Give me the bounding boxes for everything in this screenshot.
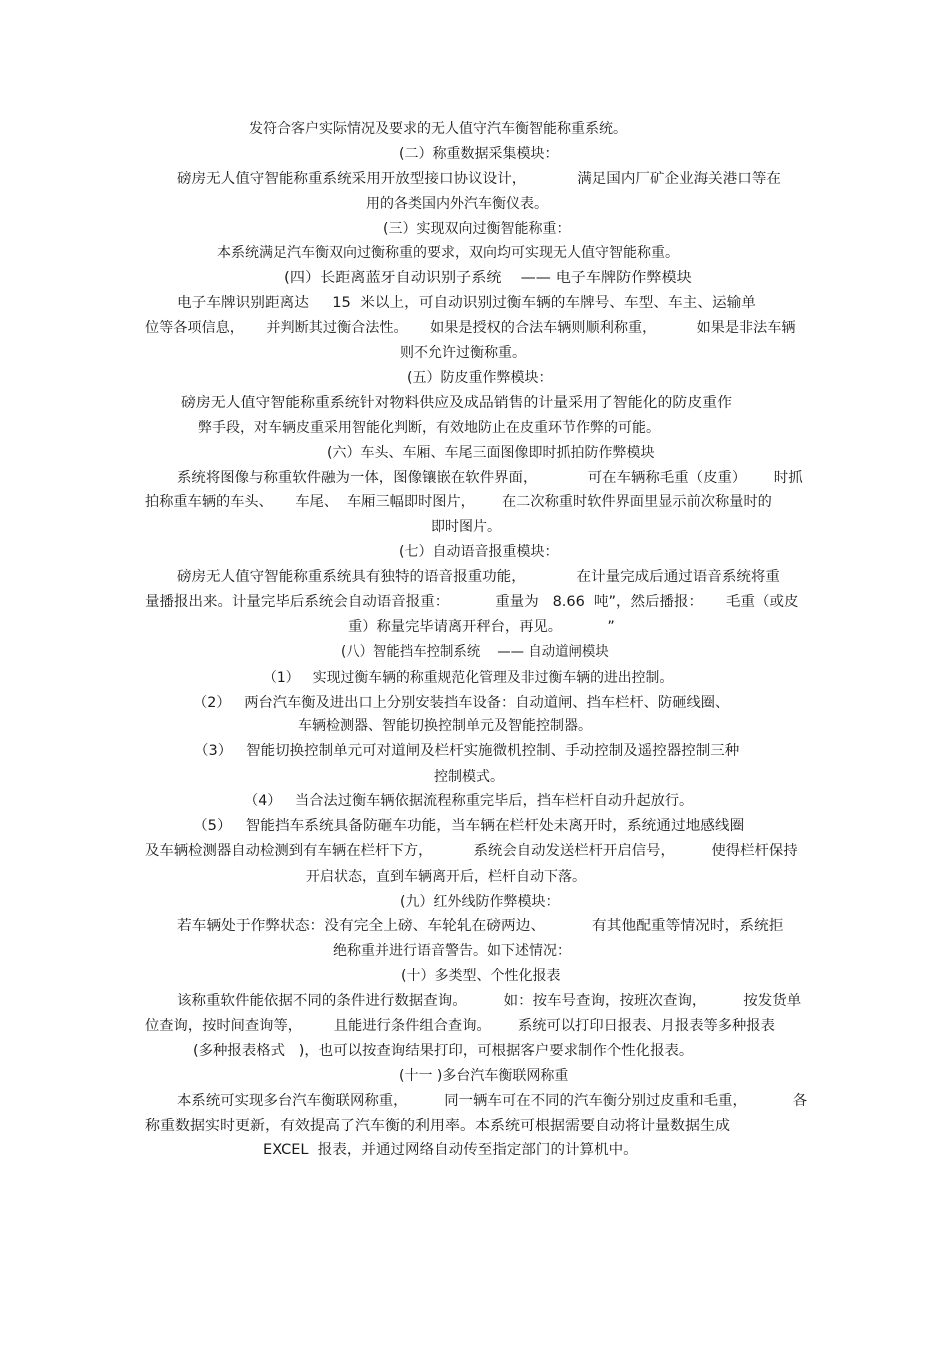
text-line: 若车辆处于作弊状态：没有完全上磅、车轮轧在磅两边、 有其他配重等情况时，系统拒 bbox=[177, 918, 784, 934]
text-line: 电子车牌识别距离达 15 米以上，可自动识别过衡车辆的车牌号、车型、车主、运输单 bbox=[177, 295, 756, 311]
text-line: 拍称重车辆的车头、 车尾、 车厢三幅即时图片， 在二次称重时软件界面里显示前次称量时的 bbox=[145, 494, 772, 510]
text-line: 及车辆检测器自动检测到有车辆在栏杆下方， 系统会自动发送栏杆开启信号， 使得栏杆保持 bbox=[145, 843, 798, 859]
text-line: 即时图片。 bbox=[431, 519, 501, 535]
text-line: EXCEL 报表，并通过网络自动传至指定部门的计算机中。 bbox=[263, 1142, 638, 1158]
text-line: 磅房无人值守智能称重系统针对物料供应及成品销售的计量采用了智能化的防皮重作 bbox=[181, 395, 732, 411]
text-line: (四）长距离蓝牙自动识别子系统 —— 电子车牌防作弊模块 bbox=[284, 270, 692, 286]
text-line: （1） 实现过衡车辆的称重规范化管理及非过衡车辆的进出控制。 bbox=[263, 670, 674, 686]
text-line: 量播报出来。计量完毕后系统会自动语音报重： 重量为 8.66 吨”，然后播报： 毛重（或皮 bbox=[145, 594, 799, 610]
text-line: 用的各类国内外汽车衡仪表。 bbox=[366, 196, 548, 212]
text-line: 该称重软件能依据不同的条件进行数据查询。 如：按车号查询，按班次查询， 按发货单 bbox=[177, 993, 802, 1009]
text-line: 磅房无人值守智能称重系统采用开放型接口协议设计， 满足国内厂矿企业海关港口等在 bbox=[177, 171, 781, 187]
text-line: (十）多类型、个性化报表 bbox=[401, 968, 561, 984]
text-line: (五）防皮重作弊模块： bbox=[407, 370, 553, 386]
text-line: (七）自动语音报重模块： bbox=[399, 544, 559, 560]
text-line: 绝称重并进行语音警告。如下述情况： bbox=[333, 943, 571, 959]
text-line: 本系统可实现多台汽车衡联网称重， 同一辆车可在不同的汽车衡分别过皮重和毛重， 各 bbox=[177, 1093, 808, 1109]
text-line: (十一 )多台汽车衡联网称重 bbox=[399, 1068, 569, 1084]
text-line: 本系统满足汽车衡双向过衡称重的要求，双向均可实现无人值守智能称重。 bbox=[217, 245, 679, 261]
text-line: 控制模式。 bbox=[434, 769, 504, 785]
text-line: （5） 智能挡车系统具备防砸车功能，当车辆在栏杆处未离开时，系统通过地感线圈 bbox=[193, 818, 745, 834]
text-line: 车辆检测器、智能切换控制单元及智能控制器。 bbox=[298, 718, 592, 734]
text-line: 位等各项信息， 并判断其过衡合法性。 如果是授权的合法车辆则顺利称重， 如果是非法车辆 bbox=[145, 320, 796, 336]
text-line: 称重数据实时更新，有效提高了汽车衡的利用率。本系统可根据需要自动将计量数据生成 bbox=[145, 1118, 730, 1134]
text-line: 开启状态，直到车辆离开后，栏杆自动下落。 bbox=[306, 869, 586, 885]
text-line: （3） 智能切换控制单元可对道闸及栏杆实施微机控制、手动控制及遥控器控制三种 bbox=[194, 743, 740, 759]
text-line: 则不允许过衡称重。 bbox=[400, 345, 526, 361]
text-line: 位查询，按时间查询等， 且能进行条件组合查询。 系统可以打印日报表、月报表等多种报表 bbox=[145, 1018, 775, 1034]
text-line: 磅房无人值守智能称重系统具有独特的语音报重功能， 在计量完成后通过语音系统将重 bbox=[177, 569, 780, 585]
text-line: 发符合客户实际情况及要求的无人值守汽车衡智能称重系统。 bbox=[249, 121, 627, 137]
text-line: 重）称量完毕请离开秤台，再见。 ” bbox=[348, 619, 615, 635]
text-line: （2） 两台汽车衡及进出口上分别安装挡车设备：自动道闸、挡车栏杆、防砸线圈、 bbox=[193, 695, 730, 711]
text-line: (六）车头、车厢、车尾三面图像即时抓拍防作弊模块 bbox=[327, 445, 655, 461]
text-line: (八）智能挡车控制系统 —— 自动道闸模块 bbox=[341, 644, 609, 660]
text-line: (九）红外线防作弊模块： bbox=[400, 894, 560, 910]
text-line: (多种报表格式 )，也可以按查询结果打印，可根据客户要求制作个性化报表。 bbox=[193, 1043, 694, 1059]
text-line: （4） 当合法过衡车辆依据流程称重完毕后，挡车栏杆自动升起放行。 bbox=[244, 793, 694, 809]
text-line: (二）称重数据采集模块： bbox=[399, 146, 559, 162]
text-line: 系统将图像与称重软件融为一体，图像镶嵌在软件界面， 可在车辆称毛重（皮重） 时抓 bbox=[177, 470, 803, 486]
text-line: 弊手段，对车辆皮重采用智能化判断，有效地防止在皮重环节作弊的可能。 bbox=[198, 420, 660, 436]
text-line: (三）实现双向过衡智能称重： bbox=[383, 221, 571, 237]
